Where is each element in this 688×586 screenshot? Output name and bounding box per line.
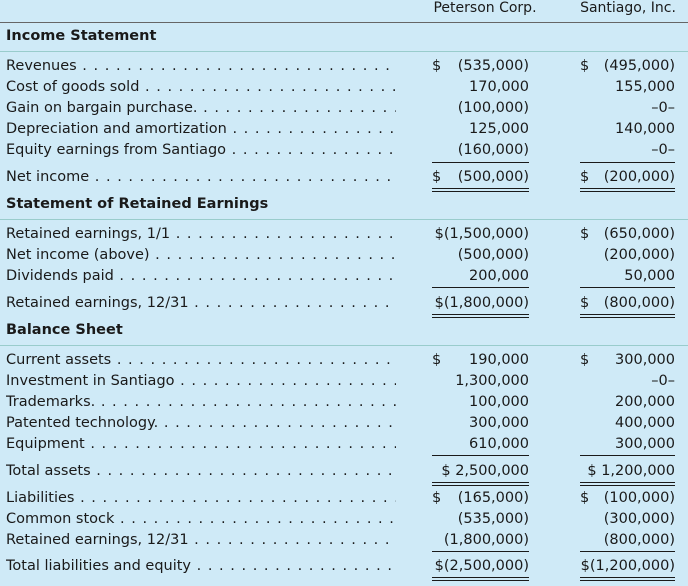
section-divider [0,51,688,52]
amount-value: 190,000 [469,352,529,368]
amount-value: (495,000) [603,58,675,74]
amount-value: 155,000 [615,79,675,95]
total-double-underline [432,482,529,483]
currency-sign: $ [580,352,590,368]
table-row [0,167,688,187]
table-row [0,119,688,139]
row-label: Current assets . . . [6,350,396,370]
currency-sign: $ [580,226,590,242]
currency-sign: $ [432,58,442,74]
total-double-underline [432,191,529,192]
amount-value: 1,300,000 [455,373,529,389]
table-row [0,434,688,454]
row-label: Cost of goods sold . . . [6,77,396,97]
amount-value: (800,000) [603,532,675,548]
amount-value: 300,000 [469,415,529,431]
section-divider [0,345,688,346]
amount-value: $(1,200,000) [580,558,675,574]
amount-value: 50,000 [624,268,675,284]
amount-value: (800,000) [603,295,675,311]
total-double-underline [580,317,675,318]
total-double-underline [580,314,675,315]
total-double-underline [580,482,675,483]
amount-value: $(1,800,000) [434,295,529,311]
total-double-underline [580,580,675,581]
total-double-underline [580,485,675,486]
currency-sign: $ [432,352,442,368]
amount-value: (500,000) [457,169,529,185]
row-label: Net income . . . [6,167,396,187]
currency-sign: $ [580,169,590,185]
sum-underline [432,287,529,288]
currency-sign: $ [580,58,590,74]
amount-value: (535,000) [457,58,529,74]
table-row [0,77,688,97]
row-label: Liabilities . . . [6,488,396,508]
column-header-peterson: Peterson Corp. [433,0,537,16]
row-label: Net income (above) . . . [6,245,396,265]
row-label: Gain on bargain purchase. . . . [6,98,396,118]
currency-sign: $ [580,295,590,311]
table-row [0,461,688,481]
amount-value: (650,000) [603,226,675,242]
table-row [0,350,688,370]
amount-value: 125,000 [469,121,529,137]
amount-value: (160,000) [457,142,529,158]
amount-value: 100,000 [469,394,529,410]
amount-value: (100,000) [603,490,675,506]
table-row [0,530,688,550]
row-label: Depreciation and amortization . . . [6,119,396,139]
amount-value: (165,000) [457,490,529,506]
table-row [0,56,688,76]
row-label: Investment in Santiago . . . [6,371,396,391]
table-row [0,140,688,160]
row-label: Retained earnings, 1/1 . . . [6,224,396,244]
amount-value: (300,000) [603,511,675,527]
row-label: Retained earnings, 12/31 . . . [6,293,396,313]
amount-value: –0– [651,142,675,158]
amount-value: 300,000 [615,436,675,452]
row-label: Patented technology. . . . [6,413,396,433]
total-double-underline [432,188,529,189]
header-divider [0,22,688,23]
table-row [0,488,688,508]
row-label: Retained earnings, 12/31 . . . [6,530,396,550]
section-divider [0,219,688,220]
amount-value: 140,000 [615,121,675,137]
table-row [0,224,688,244]
total-double-underline [432,580,529,581]
sum-underline [580,162,675,163]
amount-value: 200,000 [469,268,529,284]
amount-value: (200,000) [603,169,675,185]
amount-value: 610,000 [469,436,529,452]
total-double-underline [432,485,529,486]
table-row [0,556,688,576]
row-label: Equity earnings from Santiago . . . [6,140,396,160]
section-title-income-statement: Income Statement [6,28,157,44]
row-label: Total assets . . . [6,461,396,481]
sum-underline [432,455,529,456]
row-label: Common stock . . . [6,509,396,529]
amount-value: 400,000 [615,415,675,431]
amount-value: $ 1,200,000 [587,463,675,479]
table-row [0,245,688,265]
amount-value: –0– [651,373,675,389]
total-double-underline [432,314,529,315]
sum-underline [432,551,529,552]
currency-sign: $ [432,169,442,185]
table-row [0,371,688,391]
amount-value: (200,000) [603,247,675,263]
table-row [0,509,688,529]
amount-value: 200,000 [615,394,675,410]
amount-value: 170,000 [469,79,529,95]
total-double-underline [580,188,675,189]
section-title-retained-earnings: Statement of Retained Earnings [6,196,269,212]
table-row [0,392,688,412]
table-row [0,413,688,433]
total-double-underline [432,577,529,578]
sum-underline [432,162,529,163]
amount-value: 300,000 [615,352,675,368]
row-label: Trademarks. . . . [6,392,396,412]
section-title-balance-sheet: Balance Sheet [6,322,123,338]
row-label: Total liabilities and equity . . . [6,556,396,576]
table-row [0,98,688,118]
currency-sign: $ [580,490,590,506]
amount-value: –0– [651,100,675,116]
column-header-santiago: Santiago, Inc. [580,0,676,16]
sum-underline [580,551,675,552]
table-row [0,266,688,286]
amount-value: $ 2,500,000 [441,463,529,479]
total-double-underline [432,317,529,318]
amount-value: $(2,500,000) [434,558,529,574]
row-label: Dividends paid . . . [6,266,396,286]
total-double-underline [580,577,675,578]
amount-value: (1,800,000) [443,532,529,548]
amount-value: $(1,500,000) [434,226,529,242]
sum-underline [580,455,675,456]
row-label: Revenues . . . [6,56,396,76]
amount-value: (500,000) [457,247,529,263]
table-row [0,293,688,313]
currency-sign: $ [432,490,442,506]
amount-value: (535,000) [457,511,529,527]
sum-underline [580,287,675,288]
amount-value: (100,000) [457,100,529,116]
total-double-underline [580,191,675,192]
row-label: Equipment . . . [6,434,396,454]
